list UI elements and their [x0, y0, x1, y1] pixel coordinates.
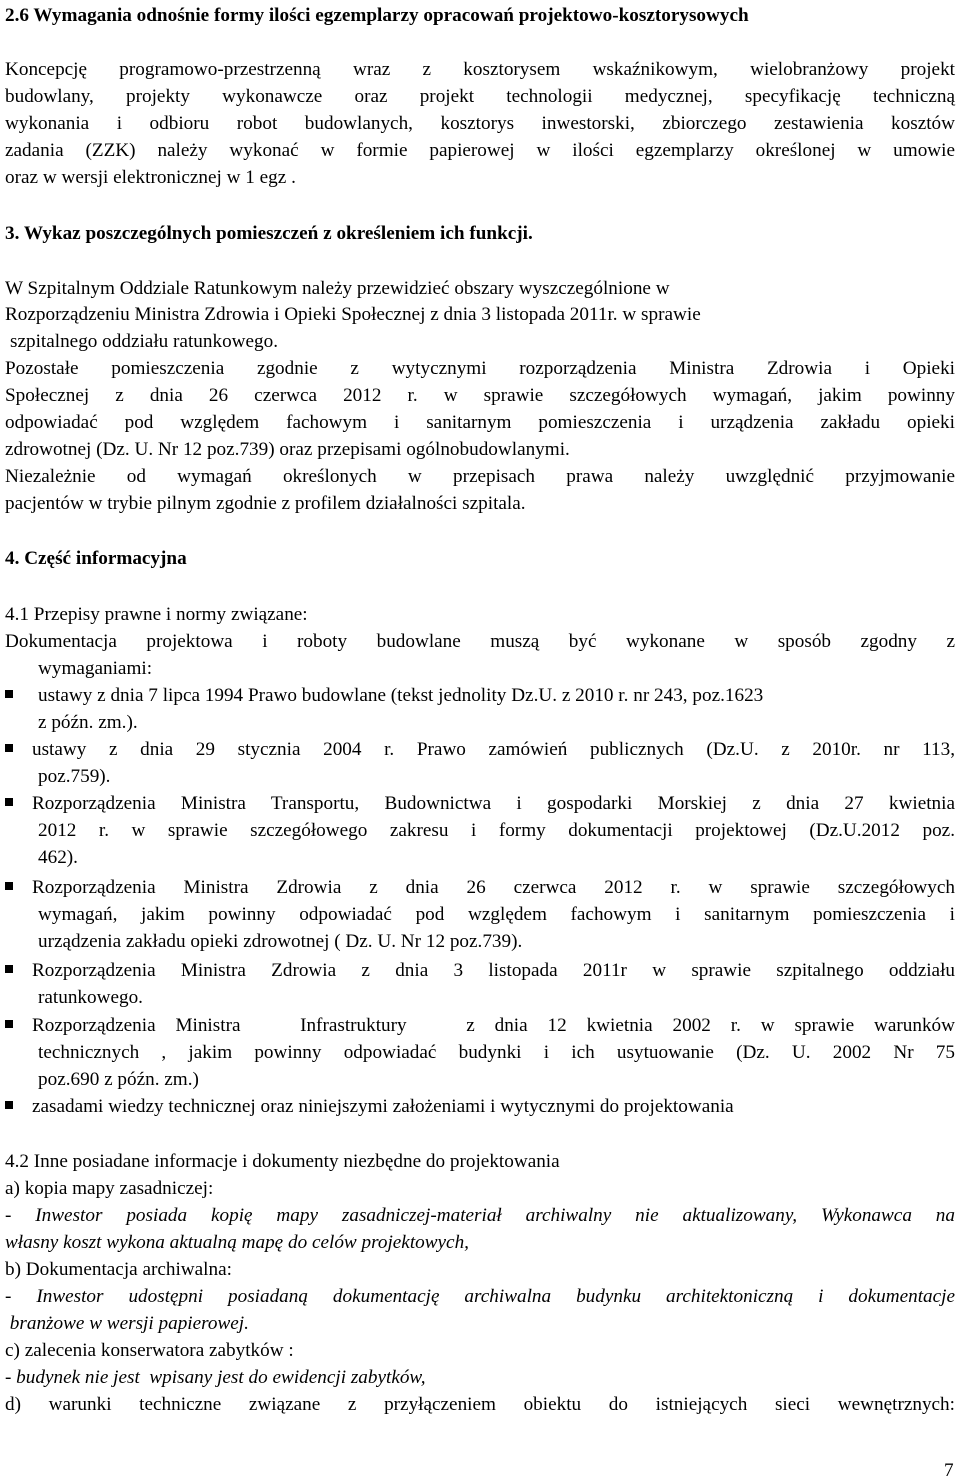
section-2-6-line: Koncepcję programowo-przestrzenną wraz z kosztorysem wskaźnikowym, wielobranżowy projekt: [5, 59, 955, 80]
item-a-label: a) kopia mapy zasadniczej:: [5, 1178, 214, 1199]
regulation-list-item-line: Rozporządzenia Ministra Zdrowia z dnia 26 czerwca 2012 r. w sprawie szczegółowych: [32, 877, 955, 898]
section-4-1-intro-line: wymaganiami:: [38, 658, 153, 679]
bullet-square-icon: [5, 965, 13, 973]
section-3-paragraph-line: Rozporządzeniu Ministra Zdrowia i Opieki Społecznej z dnia 3 listopada 2011r. w sprawie: [5, 304, 701, 325]
bullet-square-icon: [5, 882, 13, 890]
regulation-list-item-line: ratunkowego.: [38, 987, 143, 1008]
regulation-list-item-line: poz.690 z późn. zm.): [38, 1069, 199, 1090]
section-3-heading: 3. Wykaz poszczególnych pomieszczeń z określeniem ich funkcji.: [5, 223, 533, 244]
section-3-paragraph-line: Niezależnie od wymagań określonych w przepisach prawa należy uwzględnić przyjmowanie: [5, 466, 955, 487]
item-b-label: b) Dokumentacja archiwalna:: [5, 1259, 232, 1280]
section-2-6-line: oraz w wersji elektronicznej w 1 egz .: [5, 167, 296, 188]
section-4-2-title: 4.2 Inne posiadane informacje i dokumenty niezbędne do projektowania: [5, 1151, 560, 1172]
bullet-square-icon: [5, 1101, 13, 1109]
section-2-6-line: zadania (ZZK) należy wykonać w formie papierowej w ilości egzemplarzy określonej w umowie: [5, 140, 955, 161]
regulation-list-item-line: urządzenia zakładu opieki zdrowotnej ( Dz. U. Nr 12 poz.739).: [38, 931, 523, 952]
section-2-6-heading: 2.6 Wymagania odnośnie formy ilości egzemplarzy opracowań projektowo-kosztorysowych: [5, 5, 749, 26]
regulation-list-item-line: Rozporządzenia Ministra Infrastruktury z dnia 12 kwietnia 2002 r. w sprawie warunków: [32, 1015, 955, 1036]
item-c-label: c) zalecenia konserwatora zabytków :: [5, 1340, 294, 1361]
section-4-1-title: 4.1 Przepisy prawne i normy związane:: [5, 604, 308, 625]
item-a-text-line: - Inwestor posiada kopię mapy zasadniczej-materiał archiwalny nie aktualizowany, Wykonawca na: [5, 1205, 955, 1226]
item-b-text-line: - Inwestor udostępni posiadaną dokumentację archiwalna budynku architektoniczną i dokumentacje: [5, 1286, 955, 1307]
section-3-paragraph-line: pacjentów w trybie pilnym zgodnie z profilem działalności szpitala.: [5, 493, 526, 514]
item-d-label: d) warunki techniczne związane z przyłączeniem obiektu do istniejących sieci wewnętrznych:: [5, 1394, 955, 1415]
page-number: 7: [944, 1460, 954, 1481]
regulation-list-item-line: 462).: [38, 847, 78, 868]
bullet-square-icon: [5, 744, 13, 752]
regulation-list-item-line: 2012 r. w sprawie szczegółowego zakresu i formy dokumentacji projektowej (Dz.U.2012 poz.: [38, 820, 955, 841]
section-2-6-line: wykonania i odbioru robot budowlanych, kosztorys inwestorski, zbiorczego zestawienia kosztów: [5, 113, 955, 134]
bullet-square-icon: [5, 1020, 13, 1028]
bullet-square-icon: [5, 798, 13, 806]
item-a-text-line: własny koszt wykona aktualną mapę do celów projektowych,: [5, 1232, 469, 1253]
section-3-paragraph-line: W Szpitalnym Oddziale Ratunkowym należy przewidzieć obszary wyszczególnione w: [5, 278, 670, 299]
regulation-list-item-line: ustawy z dnia 7 lipca 1994 Prawo budowlane (tekst jednolity Dz.U. z 2010 r. nr 243, poz.1623: [38, 685, 764, 706]
bullet-square-icon: [5, 690, 13, 698]
item-c-text-line: - budynek nie jest wpisany jest do ewidencji zabytków,: [5, 1367, 426, 1388]
section-3-paragraph-line: szpitalnego oddziału ratunkowego.: [10, 331, 279, 352]
section-4-heading: 4. Część informacyjna: [5, 548, 187, 569]
section-2-6-line: budowlany, projekty wykonawcze oraz projekt technologii medycznej, specyfikację techniczną: [5, 86, 955, 107]
section-4-1-intro-line: Dokumentacja projektowa i roboty budowlane muszą być wykonane w sposób zgodny z: [5, 631, 955, 652]
regulation-list-item-line: Rozporządzenia Ministra Transportu, Budownictwa i gospodarki Morskiej z dnia 27 kwietnia: [32, 793, 955, 814]
regulation-list-item-line: ustawy z dnia 29 stycznia 2004 r. Prawo zamówień publicznych (Dz.U. z 2010r. nr 113,: [32, 739, 955, 760]
section-3-paragraph-line: odpowiadać pod względem fachowym i sanitarnym pomieszczenia i urządzenia zakładu opieki: [5, 412, 955, 433]
item-b-text-line: branżowe w wersji papierowej.: [5, 1313, 249, 1334]
section-3-paragraph-line: Pozostałe pomieszczenia zgodnie z wytycznymi rozporządzenia Ministra Zdrowia i Opieki: [5, 358, 955, 379]
section-3-paragraph-line: Społecznej z dnia 26 czerwca 2012 r. w sprawie szczegółowych wymagań, jakim powinny: [5, 385, 955, 406]
section-3-paragraph-line: zdrowotnej (Dz. U. Nr 12 poz.739) oraz przepisami ogólnobudowlanymi.: [5, 439, 570, 460]
regulation-list-item-line: zasadami wiedzy technicznej oraz niniejszymi założeniami i wytycznymi do projektowania: [32, 1096, 734, 1117]
regulation-list-item-line: poz.759).: [38, 766, 111, 787]
regulation-list-item-line: technicznych , jakim powinny odpowiadać budynki i ich usytuowanie (Dz. U. 2002 Nr 75: [38, 1042, 955, 1063]
regulation-list-item-line: Rozporządzenia Ministra Zdrowia z dnia 3 listopada 2011r w sprawie szpitalnego oddziału: [32, 960, 955, 981]
regulation-list-item-line: z późn. zm.).: [38, 712, 138, 733]
regulation-list-item-line: wymagań, jakim powinny odpowiadać pod względem fachowym i sanitarnym pomieszczenia i: [38, 904, 955, 925]
